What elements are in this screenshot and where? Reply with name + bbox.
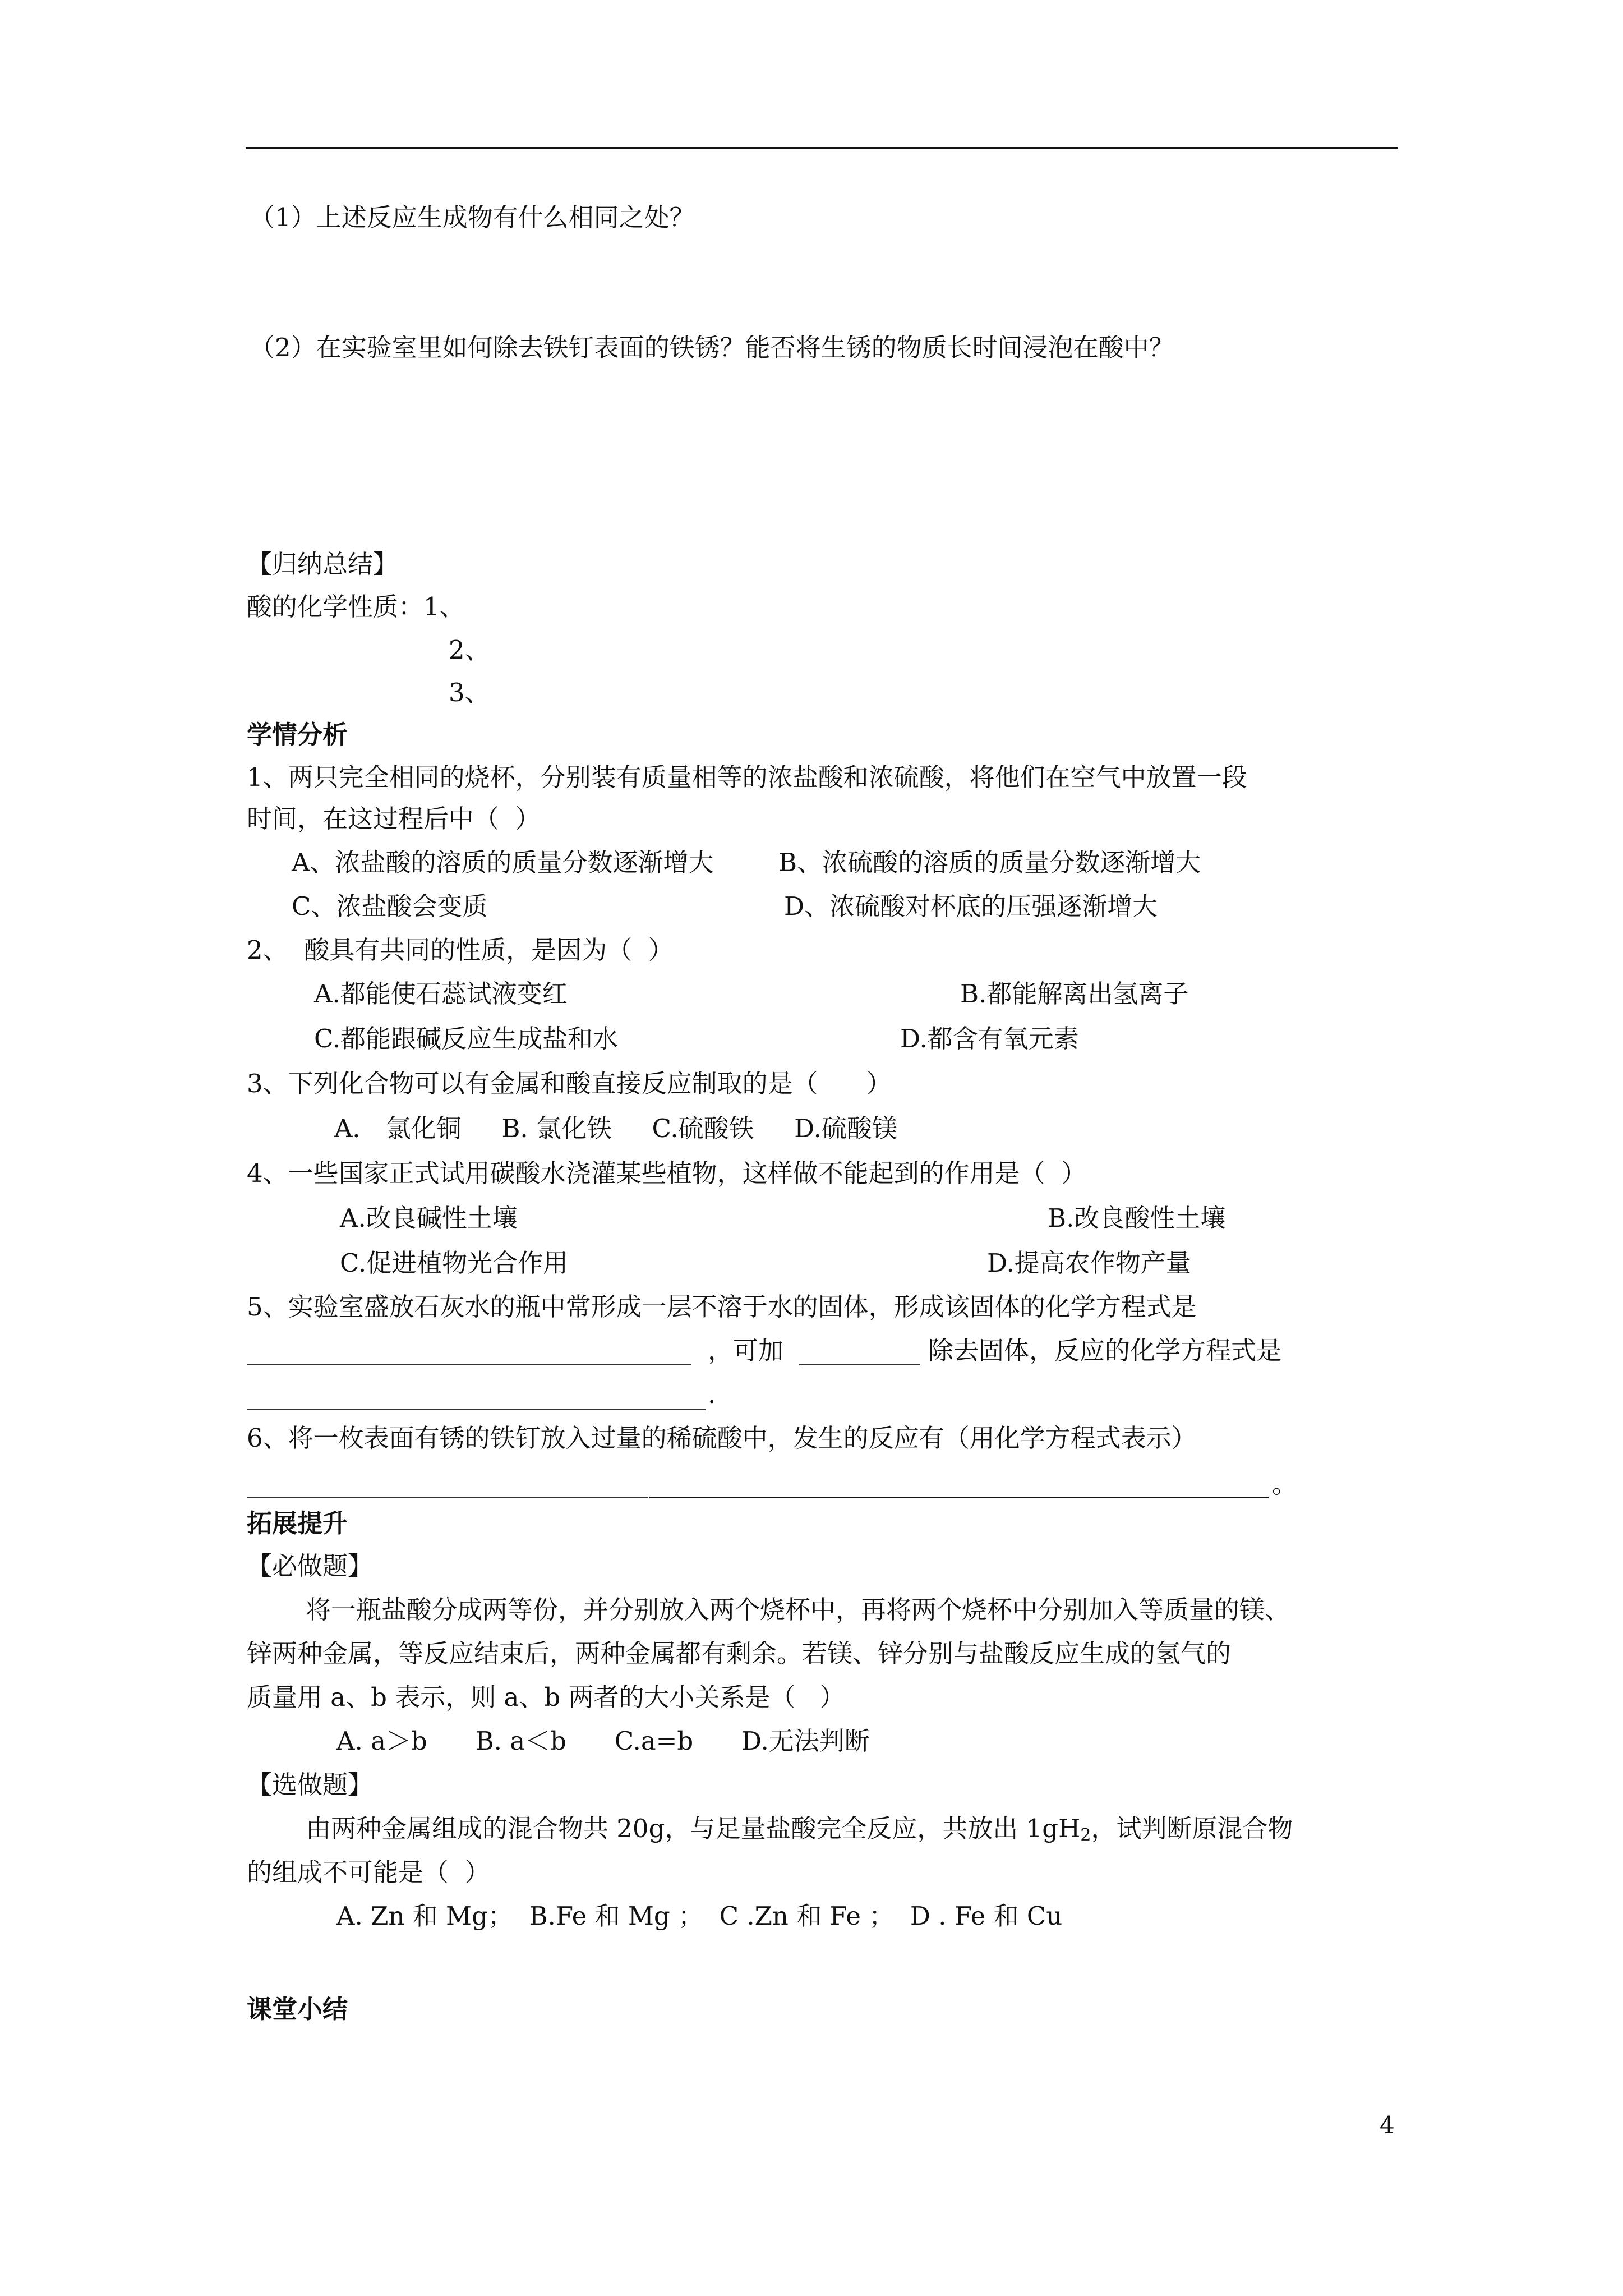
p6-blank-1[interactable] (247, 1497, 648, 1498)
p2-option-a: A.都能使石蕊试液变红 (314, 979, 568, 1009)
p3-options: A． 氯化铜 B. 氯化铁 C.硫酸铁 D.硫酸镁 (334, 1114, 897, 1143)
p6-blank-2[interactable] (649, 1497, 1269, 1498)
required-heading: 【必做题】 (247, 1551, 374, 1581)
p5-blank-3[interactable] (247, 1409, 706, 1410)
required-line-3: 质量用 a、b 表示，则 a、b 两者的大小关系是（ ） (247, 1682, 845, 1712)
p1-option-d: D、浓硫酸对杯底的压强逐渐增大 (784, 891, 1158, 921)
summary-item-3: 3、 (449, 678, 490, 707)
p2-option-c: C.都能跟碱反应生成盐和水 (314, 1024, 619, 1053)
p1-stem-line2: 时间，在这过程后中（ ） (247, 804, 541, 834)
summary-heading: 【归纳总结】 (247, 549, 399, 579)
question-1: （1）上述反应生成物有什么相同之处？ (250, 203, 695, 232)
summary-lead: 酸的化学性质：1、 (247, 592, 465, 622)
p4-option-d: D.提高农作物产量 (987, 1248, 1191, 1278)
p2-stem: 2、 酸具有共同的性质，是因为（ ） (247, 935, 674, 965)
p4-option-b: B.改良酸性土壤 (1048, 1203, 1226, 1233)
required-line-2: 锌两种金属，等反应结束后，两种金属都有剩余。若镁、锌分别与盐酸反应生成的氢气的 (247, 1639, 1232, 1668)
page-number: 4 (1380, 2111, 1395, 2139)
p6-stem: 6、将一枚表面有锈的铁钉放入过量的稀硫酸中，发生的反应有（用化学方程式表示） (247, 1423, 1197, 1453)
class-summary-heading: 课堂小结 (247, 1994, 348, 2024)
question-2: （2）在实验室里如何除去铁钉表面的铁锈？能否将生锈的物质长时间浸泡在酸中？ (250, 333, 1174, 362)
optional-options: A. Zn 和 Mg； B.Fe 和 Mg ； C .Zn 和 Fe ； D . Fe 和 Cu (336, 1901, 1063, 1931)
p1-option-b: B、浓硫酸的溶质的质量分数逐渐增大 (778, 848, 1201, 877)
p4-option-c: C.促进植物光合作用 (340, 1248, 569, 1278)
p1-stem-line1: 1、两只完全相同的烧杯，分别装有质量相等的浓盐酸和浓硫酸，将他们在空气中放置一段 (247, 762, 1247, 792)
p5-blank-1[interactable] (247, 1364, 691, 1365)
header-rule (246, 147, 1398, 149)
p4-stem: 4、一些国家正式试用碳酸水浇灌某些植物，这样做不能起到的作用是（ ） (247, 1158, 1087, 1188)
p3-stem: 3、下列化合物可以有金属和酸直接反应制取的是（ ） (247, 1069, 892, 1098)
p1-option-c: C、浓盐酸会变质 (292, 891, 488, 921)
p5-end: . (708, 1379, 716, 1409)
p5-mid-1: ，可加 (708, 1336, 784, 1365)
p5-blank-2[interactable] (799, 1364, 920, 1365)
p2-option-b: B.都能解离出氢离子 (960, 979, 1189, 1009)
p1-option-a: A、浓盐酸的溶质的质量分数逐渐增大 (292, 848, 714, 877)
optional-line-1: 由两种金属组成的混合物共 20g，与足量盐酸完全反应，共放出 $1gH_2$，试判断原混合物 (306, 1814, 1293, 1845)
p5-stem-line1: 5、实验室盛放石灰水的瓶中常形成一层不溶于水的固体，形成该固体的化学方程式是 (247, 1292, 1197, 1322)
required-options: A. a＞b B. a＜b C.a=b D.无法判断 (336, 1726, 870, 1756)
optional-line-2: 的组成不可能是（ ） (247, 1857, 490, 1887)
p2-option-d: D.都含有氧元素 (900, 1024, 1079, 1053)
summary-item-2: 2、 (449, 635, 490, 665)
optional-heading: 【选做题】 (247, 1770, 374, 1800)
analysis-heading: 学情分析 (247, 720, 348, 749)
p5-mid-2: 除去固体，反应的化学方程式是 (928, 1336, 1282, 1365)
p6-end: 。 (1272, 1469, 1298, 1499)
extension-heading: 拓展提升 (247, 1508, 348, 1538)
p4-option-a: A.改良碱性土壤 (340, 1203, 518, 1233)
required-line-1: 将一瓶盐酸分成两等份，并分别放入两个烧杯中，再将两个烧杯中分别加入等质量的镁、 (306, 1595, 1290, 1625)
